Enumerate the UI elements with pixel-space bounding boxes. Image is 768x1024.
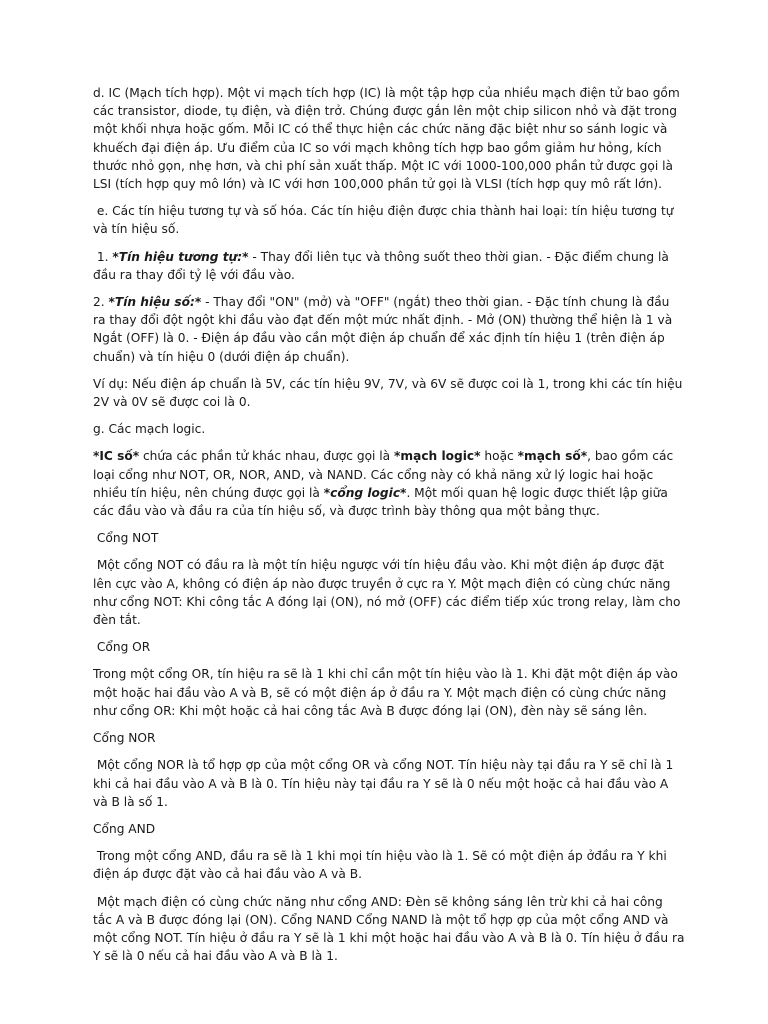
paragraph-digital-signal [93,293,685,366]
term-logic-circuit: *mạch logic* [394,449,481,464]
logic-text-4: . Một mối quan hệ logic được thiết lập giữa các đầu vào và đầu ra của tín hiệu số, và được trình bày thông qua một bảng thực. [93,485,672,519]
heading-nor-gate: Cổng NOR [93,731,156,746]
heading-or-gate: Cổng OR [93,640,151,655]
paragraph-or-gate: Trong một cổng OR, tín hiệu ra sẽ là 1 khi chỉ cần một tín hiệu vào là 1. Khi đặt một điện áp vào một hoặc hai đầu vào A và B, sẽ có một điện áp ở đầu ra Y. Một mạch điện có cùng chức năng như cổng OR: Khi một hoặc cả hai công tắc Avà B được đóng lại (ON), đèn này sẽ sáng lên. [93,667,682,718]
paragraph-and-nand-gate: Một mạch điện có cùng chức năng như cổng AND: Đèn sẽ không sáng lên trừ khi cả hai công tắc A và B được đóng lại (ON). Cổng NAND Cổng NAND là một tổ hợp ợp của một cổng AND và một cổng NOT. Tín hiệu ở đầu ra Y sẽ là 1 khi một hoặc hai đầu vào A và B là 0. Tín hiệu ở đầu ra Y sẽ là 0 nếu cả hai đầu vào A và B là 1. [93,894,689,964]
paragraph-analog-signal [93,248,685,284]
analog-term: *Tín hiệu tương tự:* [112,249,249,264]
heading-not-gate: Cổng NOT [93,531,159,546]
logic-text-2: hoặc [480,449,518,464]
paragraph-logic-circuits [93,447,685,520]
logic-text-3: , bao gồm các loại cổng như NOT, OR, NOR, AND, và NAND. Các cổng này có khả năng xử lý logic hai hoặc nhiều tín hiệu, nên chúng được gọi là [93,449,678,500]
paragraph-nor-gate: Một cổng NOR là tổ hợp ợp của một cổng OR và cổng NOT. Tín hiệu này tại đầu ra Y sẽ chỉ là 1 khi cả hai đầu vào A và B là 0. Tín hiệu này tại đầu ra Y sẽ là 0 nếu một hoặc cả hai đầu vào A và B là số 1. [93,758,678,809]
analog-description: - Thay đổi liên tục và thông suốt theo thời gian. - Đặc điểm chung là đầu ra thay đổi tỷ lệ với đầu vào. [93,249,673,282]
paragraph-signals-intro: e. Các tín hiệu tương tự và số hóa. Các tín hiệu điện được chia thành hai loại: tín hiệu tương tự và tín hiệu số. [93,204,678,237]
digital-description: - Thay đổi "ON" (mở) và "OFF" (ngắt) theo thời gian. - Đặc tính chung là đầu ra thay đổi đột ngột khi đầu vào đạt đến một mức nhất định. - Mở (ON) thường thể hiện là 1 và Ngắt (OFF) là 0. - Điện áp đầu vào cần một điện áp chuẩn để xác định tín hiệu 1 (trên điện áp chuẩn) và tín hiệu 0 (dưới điện áp chuẩn). [93,295,677,364]
paragraph-example: Ví dụ: Nếu điện áp chuẩn là 5V, các tín hiệu 9V, 7V, và 6V sẽ được coi là 1, trong khi các tín hiệu 2V và 0V sẽ được coi là 0. [93,376,687,410]
term-digital-ic: *IC số* [93,449,140,464]
term-logic-gate: *cổng logic* [323,485,407,500]
digital-prefix: 2. [93,295,109,310]
paragraph-and-gate: Trong một cổng AND, đầu ra sẽ là 1 khi mọi tín hiệu vào là 1. Sẽ có một điện áp ởđầu ra Y khi điện áp được đặt vào cả hai đầu vào A và B. [93,849,671,882]
analog-prefix: 1. [93,249,113,264]
heading-and-gate: Cổng AND [93,821,156,836]
term-digital-circuit: *mạch số* [517,449,588,464]
paragraph-not-gate: Một cổng NOT có đầu ra là một tín hiệu ngược với tín hiệu đầu vào. Khi một điện áp được đặt lên cực vào A, không có điện áp nào được truyền ở cực ra Y. Một mạch điện có cùng chức năng như cổng NOT: Khi công tắc A đóng lại (ON), nó mở (OFF) các điểm tiếp xúc trong relay, làm cho đèn tắt. [93,558,685,628]
paragraph-ic: d. IC (Mạch tích hợp). Một vi mạch tích hợp (IC) là một tập hợp của nhiều mạch điện tử bao gồm các transistor, diode, tụ điện, và điện trở. Chúng được gắn lên một chip silicon nhỏ và đặt trong một khối nhựa hoặc gốm. Mỗi IC có thể thực hiện các chức năng đặc biệt như so sánh logic và khuếch đại điện áp. Ưu điểm của IC so với mạch không tích hợp bao gồm giảm hư hỏng, kích thước nhỏ gọn, nhẹ hơn, và chi phí sản xuất thấp. Một IC với 1000-100,000 phần tử được gọi là LSI (tích hợp quy mô lớn) và IC với hơn 100,000 phần tử gọi là VLSI (tích hợp quy mô rất lớn). [93,86,684,192]
document-body [93,84,689,974]
heading-logic-circuits: g. Các mạch logic. [93,422,206,437]
logic-text-1: chứa các phần tử khác nhau, được gọi là [139,449,395,464]
digital-term: *Tín hiệu số:* [108,295,202,310]
